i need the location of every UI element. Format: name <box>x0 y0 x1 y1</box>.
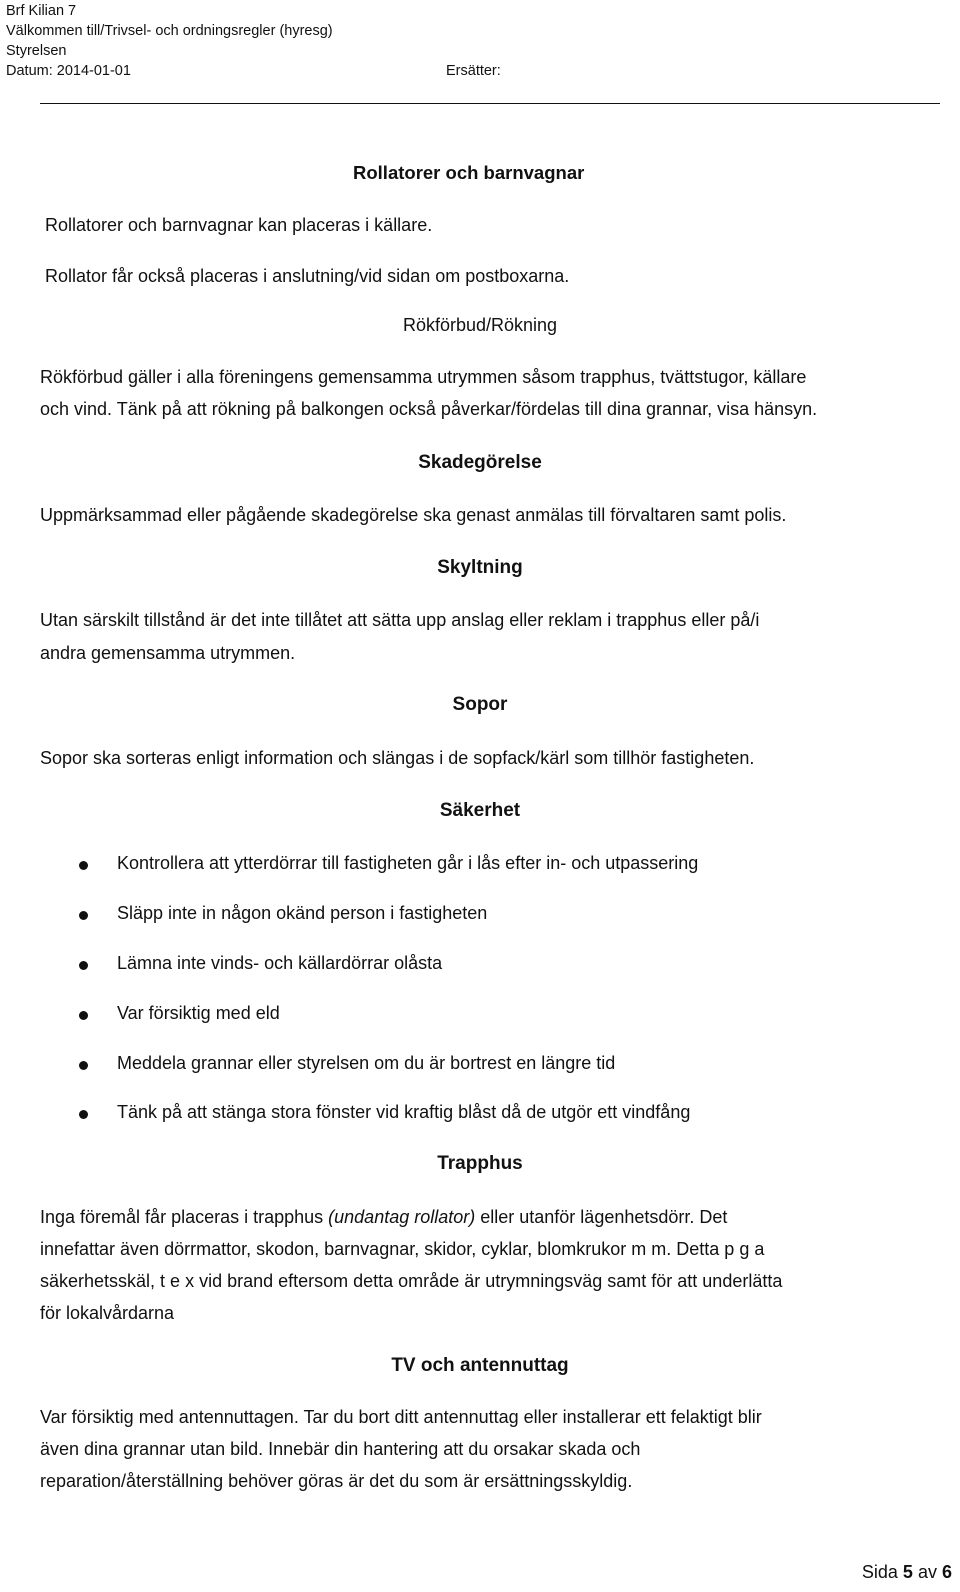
footer-page-total: 6 <box>941 1562 952 1582</box>
bullet-icon <box>79 961 88 970</box>
sakerhet-item-3: Lämna inte vinds- och källardörrar olåsta <box>117 953 443 973</box>
section-heading-skyltning: Skyltning <box>437 557 523 578</box>
skyltning-line-2: andra gemensamma utrymmen. <box>40 643 296 663</box>
trapphus-line-3: säkerhetsskäl, t e x vid brand eftersom detta område är utrymningsväg samt för att underlätta <box>40 1271 783 1291</box>
section-heading-skadegorelse: Skadegörelse <box>418 452 542 473</box>
bullet-icon <box>79 1061 88 1070</box>
sakerhet-item-2: Släpp inte in någon okänd person i fastigheten <box>117 903 488 923</box>
header-doc-title: Välkommen till/Trivsel- och ordningsregler (hyresg) <box>6 23 333 39</box>
rollatorer-paragraph-1: Rollatorer och barnvagnar kan placeras i källare. <box>45 215 433 235</box>
rollatorer-paragraph-2: Rollator får också placeras i anslutning/vid sidan om postboxarna. <box>45 266 570 286</box>
bullet-icon <box>79 911 88 920</box>
sopor-line-1: Sopor ska sorteras enligt information och slängas i de sopfack/kärl som tillhör fastigheten. <box>40 748 755 768</box>
header-date: Datum: 2014-01-01 <box>6 63 131 79</box>
footer-av: av <box>917 1562 937 1582</box>
sakerhet-item-4: Var försiktig med eld <box>117 1003 280 1023</box>
bullet-icon <box>79 1011 88 1020</box>
trapphus-line-2: innefattar även dörrmattor, skodon, barnvagnar, skidor, cyklar, blomkrukor m m. Detta p g a <box>40 1239 765 1259</box>
header-divider <box>40 103 940 104</box>
sakerhet-item-1: Kontrollera att ytterdörrar till fastigheten går i lås efter in- och utpassering <box>117 853 699 873</box>
footer-page-number: 5 <box>902 1562 913 1582</box>
tv-line-1: Var försiktig med antennuttagen. Tar du bort ditt antennuttag eller installerar ett felaktigt blir <box>40 1407 762 1427</box>
tv-line-2: även dina grannar utan bild. Innebär din hantering att du orsakar skada och <box>40 1439 641 1459</box>
section-heading-rokforbud: Rökförbud/Rökning <box>402 315 558 335</box>
sakerhet-item-6: Tänk på att stänga stora fönster vid kraftig blåst då de utgör ett vindfång <box>117 1102 691 1122</box>
tv-line-3: reparation/återställning behöver göras är det du som är ersättningsskyldig. <box>40 1471 633 1491</box>
rokforbud-line-1: Rökförbud gäller i alla föreningens gemensamma utrymmen såsom trapphus, tvättstugor, källare <box>40 367 807 387</box>
trapphus-line-4: för lokalvårdarna <box>40 1303 175 1323</box>
section-heading-tv: TV och antennuttag <box>391 1355 569 1376</box>
trapphus-line-1-italic: (undantag rollator) <box>328 1207 476 1227</box>
trapphus-line-1-a: Inga föremål får placeras i trapphus <box>40 1207 329 1227</box>
header-org: Brf Kilian 7 <box>6 3 77 19</box>
footer-sida: Sida <box>861 1562 898 1582</box>
section-heading-rollatorer: Rollatorer och barnvagnar <box>353 162 585 183</box>
header-author: Styrelsen <box>6 43 67 59</box>
rokforbud-line-2: och vind. Tänk på att rökning på balkongen också påverkar/fördelas till dina grannar, visa hänsyn. <box>40 399 818 419</box>
skyltning-line-1: Utan särskilt tillstånd är det inte tillåtet att sätta upp anslag eller reklam i trapphus eller på/i <box>40 610 760 630</box>
sakerhet-item-5: Meddela grannar eller styrelsen om du är bortrest en längre tid <box>117 1053 616 1073</box>
trapphus-line-1-b: eller utanför lägenhetsdörr. Det <box>475 1207 728 1227</box>
bullet-icon <box>79 1110 88 1119</box>
section-heading-trapphus: Trapphus <box>437 1153 523 1174</box>
section-heading-sopor: Sopor <box>452 694 508 715</box>
header-replaces: Ersätter: <box>446 63 501 79</box>
trapphus-line-1 <box>40 1207 727 1228</box>
bullet-icon <box>79 861 88 870</box>
page-footer <box>862 1562 952 1583</box>
skadegorelse-line-1: Uppmärksammad eller pågående skadegörelse ska genast anmälas till förvaltaren samt polis. <box>40 505 787 525</box>
section-heading-sakerhet: Säkerhet <box>439 800 521 821</box>
